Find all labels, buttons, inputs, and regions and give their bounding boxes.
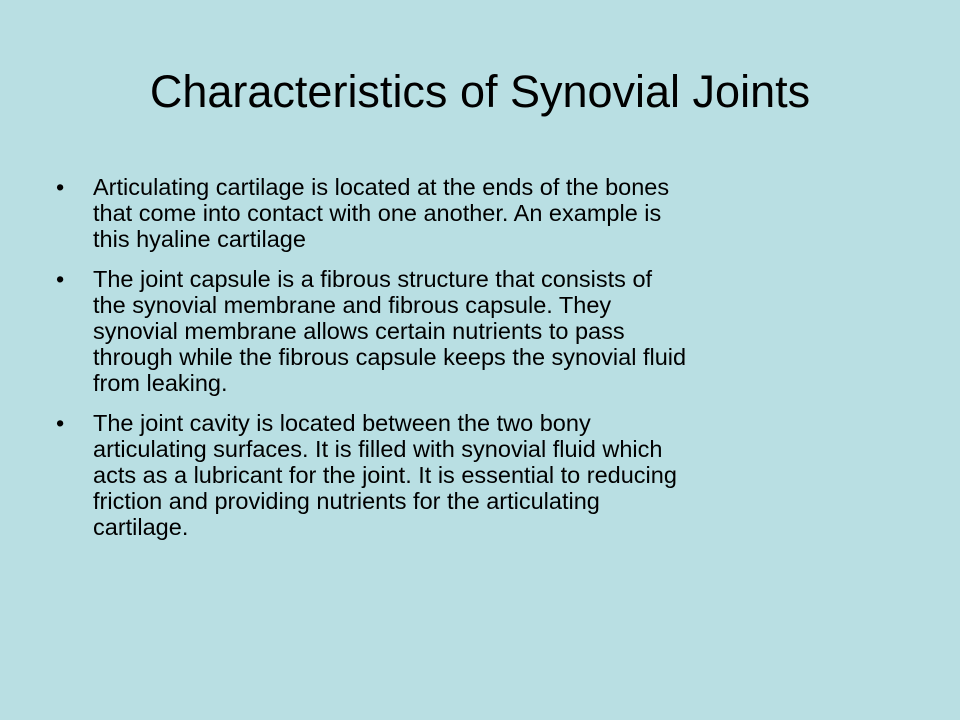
bullet-line: synovial membrane allows certain nutrients to pass: [93, 318, 625, 344]
bullet-marker: •: [56, 174, 65, 200]
bullet-line: this hyaline cartilage: [93, 226, 306, 252]
bullet-item-joint-capsule: [56, 266, 916, 396]
bullet-line: that come into contact with one another. An example is: [93, 200, 662, 226]
bullet-marker: •: [56, 410, 65, 436]
bullet-list: [56, 174, 916, 554]
bullet-line: friction and providing nutrients for the articulating: [93, 488, 600, 514]
bullet-line: cartilage.: [93, 514, 189, 540]
bullet-line: through while the fibrous capsule keeps the synovial fluid: [93, 344, 687, 370]
slide-title: Characteristics of Synovial Joints: [149, 66, 811, 117]
bullet-item-articulating-cartilage: [56, 174, 916, 252]
bullet-line: Articulating cartilage is located at the ends of the bones: [93, 174, 670, 200]
bullet-line: The joint cavity is located between the two bony: [93, 410, 591, 436]
bullet-line: acts as a lubricant for the joint. It is essential to reducing: [93, 462, 677, 488]
bullet-marker: •: [56, 266, 65, 292]
bullet-line: The joint capsule is a fibrous structure that consists of: [93, 266, 653, 292]
bullet-line: from leaking.: [93, 370, 228, 396]
bullet-line: articulating surfaces. It is filled with synovial fluid which: [93, 436, 663, 462]
bullet-line: the synovial membrane and fibrous capsule. They: [93, 292, 612, 318]
bullet-item-joint-cavity: [56, 410, 916, 540]
